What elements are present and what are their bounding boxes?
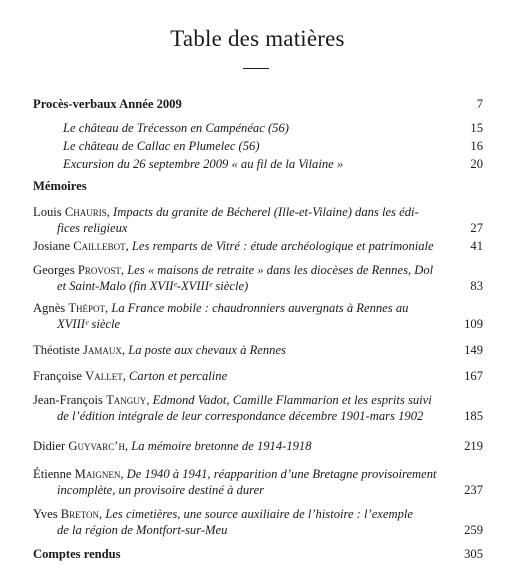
article-title-continued: de l’édition intégrale de leur correspondance décembre 1901-mars 1902: [57, 409, 424, 423]
author-last-name: Provost: [77, 263, 121, 277]
toc-entry: [33, 262, 483, 294]
section-heading: Comptes rendus: [33, 547, 121, 561]
page-number: 27: [470, 221, 483, 235]
article-title: Les « maisons de retraite » dans les diocèses de Rennes, Dol: [127, 263, 434, 277]
author-first-name: Jean-François: [33, 393, 103, 407]
toc-entry: [33, 156, 483, 172]
article-title: La mémoire bretonne de 1914-1918: [131, 439, 312, 453]
toc-entry: [33, 96, 483, 112]
author-last-name: Tanguy: [106, 393, 147, 407]
entry-line: Yves Breton, Les cimetières, une source auxiliaire de l’histoire : l’exemple: [33, 507, 413, 521]
entry-line: Josiane Caillebot, Les remparts de Vitré : étude archéologique et patrimoniale: [33, 239, 434, 253]
page-number: 16: [470, 139, 483, 153]
author-first-name: Didier: [33, 439, 66, 453]
author-first-name: Yves: [33, 507, 58, 521]
page-number: 185: [464, 409, 483, 423]
author-first-name: Étienne: [33, 467, 72, 481]
entry-line: Théotiste Jamaux, La poste aux chevaux à Rennes: [33, 343, 286, 357]
article-title: Carton et percaline: [129, 369, 228, 383]
page-number: 15: [470, 121, 483, 135]
page-number: 41: [470, 239, 483, 253]
page-number: 167: [464, 369, 483, 383]
article-title-continued: fices religieux: [57, 221, 128, 235]
article-title-continued: de la région de Montfort-sur-Meu: [57, 523, 228, 537]
entry-line: Françoise Vallet, Carton et percaline: [33, 369, 228, 383]
page-number: 83: [470, 279, 483, 293]
page-number: 20: [470, 157, 483, 171]
section-heading: Procès-verbaux Année 2009: [33, 97, 182, 111]
toc-entry: [33, 466, 483, 498]
author-first-name: Josiane: [33, 239, 71, 253]
author-last-name: Breton: [60, 507, 100, 521]
entry-line: Georges Provost, Les « maisons de retraite » dans les diocèses de Rennes, Dol: [33, 263, 434, 277]
author-last-name: Chauris: [64, 205, 107, 219]
author-last-name: Jamaux: [83, 343, 122, 357]
toc-entry: [33, 438, 483, 454]
entry-line: Didier Guyvarc’h, La mémoire bretonne de 1914-1918: [33, 439, 312, 453]
entry-line: Étienne Maignen, De 1940 à 1941, réapparition d’une Bretagne provisoirement: [33, 467, 437, 481]
section-heading: Mémoires: [33, 179, 87, 193]
entry-line: Jean-François Tanguy, Edmond Vadot, Camille Flammarion et les esprits suivi: [33, 393, 432, 407]
page-number: 305: [464, 547, 483, 561]
toc-entry: [33, 120, 483, 136]
author-first-name: Agnès: [33, 301, 66, 315]
author-last-name: Maignen: [74, 467, 121, 481]
toc-entry: [33, 392, 483, 424]
author-last-name: Guyvarc’h: [68, 439, 125, 453]
toc-entry: [33, 368, 483, 384]
author-first-name: Louis: [33, 205, 62, 219]
toc-entry: [33, 506, 483, 538]
page-title: Table des matières: [170, 26, 345, 51]
author-first-name: Françoise: [33, 369, 82, 383]
subentry-title: Excursion du 26 septembre 2009 « au fil de la Vilaine »: [63, 157, 344, 171]
toc-entry: [33, 342, 483, 358]
entry-line: Agnès Thépot, La France mobile : chaudronniers auvergnats à Rennes au: [33, 301, 409, 315]
toc-entry: [33, 300, 483, 332]
page-number: 7: [476, 97, 483, 111]
toc-entry: [33, 546, 483, 562]
page-number: 259: [464, 523, 483, 537]
toc-entry: [33, 238, 483, 254]
entry-line: Louis Chauris, Impacts du granite de Bécherel (Ille-et-Vilaine) dans les édi-: [33, 205, 419, 219]
page-number: 149: [464, 343, 483, 357]
article-title-continued: incomplète, un provisoire destiné à durer: [57, 483, 265, 497]
toc-entry: [33, 138, 483, 154]
author-last-name: Thépot: [68, 301, 106, 315]
page-number: 219: [464, 439, 483, 453]
subentry-title: Le château de Trécesson en Campénéac (56): [63, 121, 289, 135]
article-title: Les remparts de Vitré : étude archéologique et patrimoniale: [131, 239, 434, 253]
page-number: 109: [464, 317, 483, 331]
author-last-name: Caillebot: [73, 239, 126, 253]
author-last-name: Vallet: [85, 369, 123, 383]
toc-entry: [33, 204, 483, 236]
article-title: La France mobile : chaudronniers auvergnats à Rennes au: [111, 301, 409, 315]
author-first-name: Georges: [33, 263, 75, 277]
article-title: La poste aux chevaux à Rennes: [128, 343, 286, 357]
article-title-continued: XVIIIᵉ siècle: [57, 317, 121, 331]
article-title: De 1940 à 1941, réapparition d’une Bretagne provisoirement: [126, 467, 437, 481]
subentry-title: Le château de Callac en Plumelec (56): [63, 139, 260, 153]
article-title: Impacts du granite de Bécherel (Ille-et-Vilaine) dans les édi-: [113, 205, 419, 219]
article-title-continued: et Saint-Malo (fin XVIIᵉ-XVIIIᵉ siècle): [57, 279, 249, 293]
author-first-name: Théotiste: [33, 343, 80, 357]
article-title: Les cimetières, une source auxiliaire de l’histoire : l’exemple: [105, 507, 413, 521]
page-number: 237: [464, 483, 483, 497]
title-rule: [243, 68, 269, 69]
article-title: Edmond Vadot, Camille Flammarion et les esprits suivi: [152, 393, 432, 407]
